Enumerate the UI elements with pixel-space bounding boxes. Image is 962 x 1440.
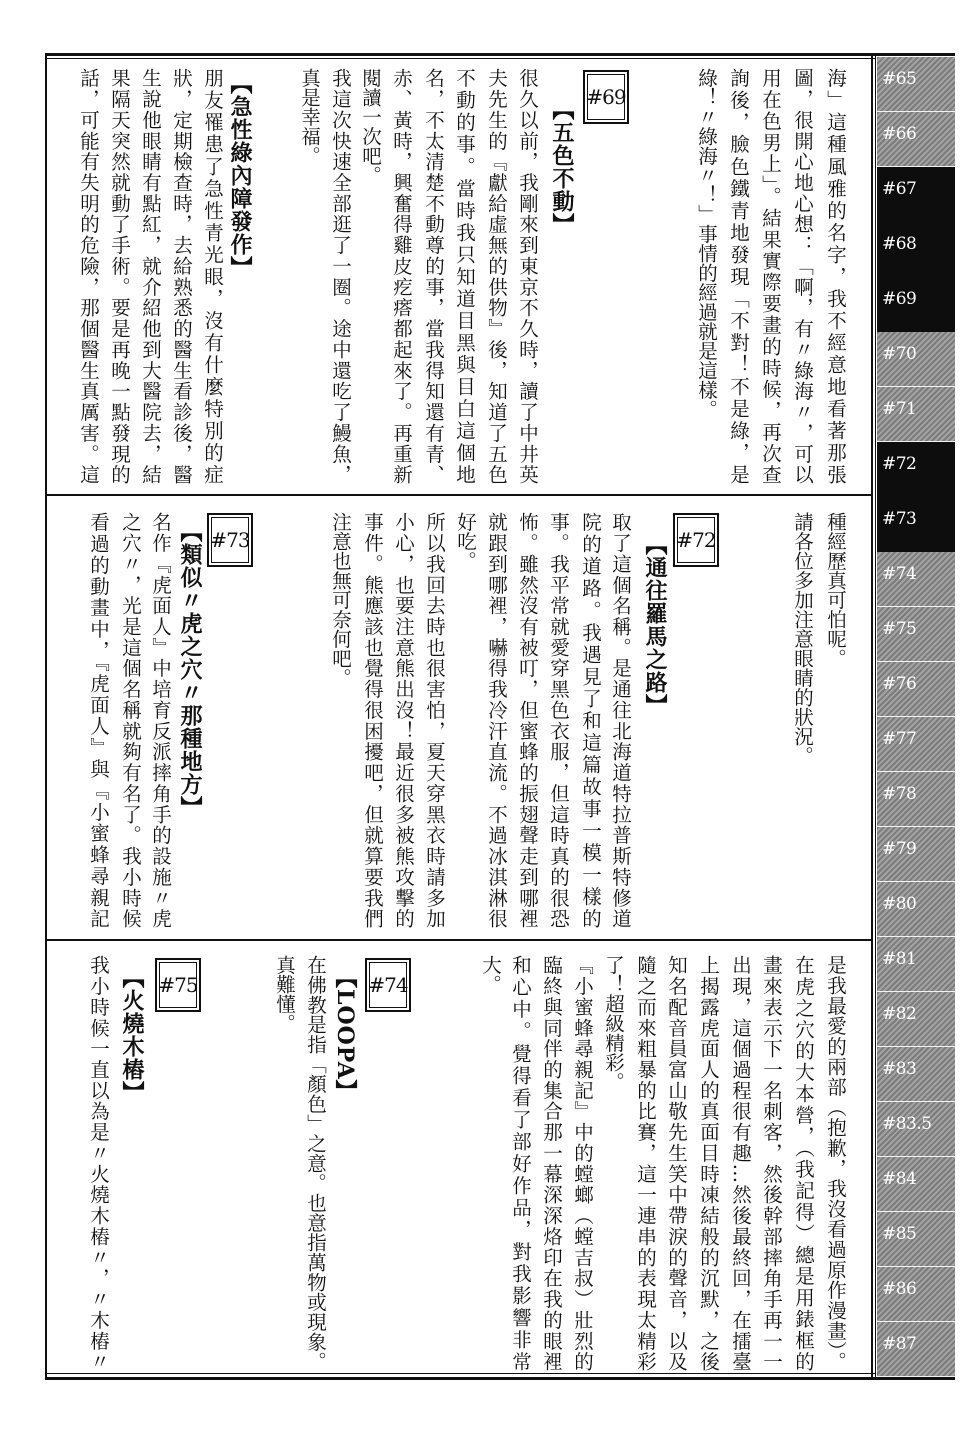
index-tab [877, 497, 955, 552]
index-tab-label: #81 [882, 949, 917, 969]
index-tab-label: #80 [882, 894, 917, 914]
index-tab [877, 222, 955, 277]
index-tab [877, 552, 955, 607]
text-column: 知名配音員富山敬先生笑中帶淚的聲音，以及 [665, 955, 688, 1371]
index-tab [877, 1212, 955, 1267]
index-tab [877, 167, 955, 222]
frame-left-rule [45, 55, 47, 1379]
index-tab-label: #75 [882, 619, 917, 639]
text-column: 生說他眼睛有點紅，就介紹他到大醫院去，結 [139, 68, 162, 484]
index-tab-label: #73 [882, 509, 917, 529]
frame-bottom-rule [45, 1377, 955, 1380]
section-number-box: #75 [155, 958, 201, 1012]
text-column: 海」這種風雅的名字，我不經意地看著那張 [824, 68, 847, 484]
frame-bottom-thin-rule [45, 1373, 875, 1374]
index-tab-label: #83.5 [882, 1114, 932, 1134]
index-tab [877, 717, 955, 772]
text-column: 就跟到哪裡，嚇得我冷汗直流。不過冰淇淋很 [485, 512, 508, 928]
section-number-box: #69 [583, 70, 629, 124]
section-number-box: #74 [365, 958, 411, 1012]
index-tab-label: #77 [882, 729, 917, 749]
text-column: 和心中。覺得看了部好作品，對我影響非常 [509, 955, 532, 1371]
index-tab [877, 882, 955, 937]
section-number-box: #72 [673, 513, 719, 567]
text-column: 請各位多加注意眼睛的狀況。 [791, 512, 814, 766]
index-tab [877, 1267, 955, 1322]
index-tab-label: #71 [882, 399, 917, 419]
text-column: 在佛教是指「顏色」之意。也意指萬物或現象。 [304, 955, 327, 1371]
text-column: 之穴〃，光是這個名稱就夠有名了。我小時候 [119, 512, 142, 928]
index-tab [877, 992, 955, 1047]
text-column: 赤、黃時，興奮得雞皮疙瘩都起來了。再重新 [390, 68, 413, 484]
section-title: 【LOOPA】 [332, 966, 358, 1103]
text-column: 名，不太清楚不動尊的事，當我得知還有青、 [422, 68, 445, 484]
text-column: 院的道路。我遇見了和這篇故事一模一樣的 [579, 512, 602, 928]
section-title: 【通往羅馬之路】 [642, 533, 668, 717]
text-column: 詢後，臉色鐵青地發現「不對！不是綠，是 [727, 68, 750, 484]
index-tab [877, 662, 955, 717]
text-column: 小心，也要注意熊出沒！最近很多被熊攻擊的 [392, 512, 415, 928]
index-tab [877, 112, 955, 167]
section-title: 【五色不動】 [549, 98, 575, 236]
index-tab-label: #69 [882, 289, 917, 309]
text-column: 我小時候一直以為是〃火燒木樁〃，〃木樁〃 [87, 955, 110, 1371]
index-tab-label: #87 [882, 1334, 917, 1354]
text-column: 出現，這個過程很有趣…然後最終回，在擂臺 [729, 955, 752, 1371]
text-column: 不動的事。當時我只知道目黑與目白這個地 [453, 68, 476, 484]
index-tab [877, 772, 955, 827]
section-number-box: #73 [207, 513, 253, 567]
index-tab [877, 937, 955, 992]
text-column: 名作『虎面人』中培育反派摔角手的設施〃虎 [149, 512, 172, 928]
text-column: 果隔天突然就動了手術。要是再晚一點發現的 [108, 68, 131, 484]
text-column: 很久以前，我剛來到東京不久時，讀了中井英 [516, 68, 539, 484]
index-tab-label: #83 [882, 1059, 917, 1079]
index-tab [877, 1322, 955, 1377]
section-title: 【類似〃虎之穴〃那種地方】 [177, 520, 203, 819]
text-column: 所以我回去時也很害怕，夏天穿黑衣時請多加 [423, 512, 446, 928]
band-divider [47, 494, 871, 496]
text-column: 事。我平常就愛穿黑色衣服，但這時真的很恐 [547, 512, 570, 928]
text-column: 夫先生的『獻給虛無的供物』後，知道了五色 [485, 68, 508, 484]
frame-right-rule [871, 55, 873, 1379]
text-column: 在虎之穴的大本營，（我記得）總是用錶框的 [792, 955, 815, 1371]
text-column: 臨終與同伴的集合那一幕深深烙印在我的眼裡 [540, 955, 563, 1371]
text-column: 種經歷真可怕呢。 [824, 512, 847, 668]
text-column: 狀，定期檢查時，去給熟悉的醫生看診後，醫 [170, 68, 193, 484]
text-column: 閱讀一次吧。 [359, 68, 382, 185]
text-column: 真難懂。 [273, 955, 296, 1033]
index-tab-label: #74 [882, 564, 917, 584]
index-tab-label: #79 [882, 839, 917, 859]
index-tab-label: #67 [882, 179, 917, 199]
index-tab [877, 1102, 955, 1157]
index-tab [877, 332, 955, 387]
band-divider [47, 939, 871, 941]
text-column: 取了這個名稱。是通往北海道特拉普斯特修道 [609, 512, 632, 928]
text-column: 朋友罹患了急性青光眼，沒有什麼特別的症 [201, 68, 224, 484]
frame-top-thin-rule [45, 58, 875, 59]
text-column: 圖，很開心地心想：「啊，有〃綠海〃，可以 [791, 68, 814, 484]
index-tab-label: #86 [882, 1279, 917, 1299]
index-tab-label: #65 [882, 69, 917, 89]
index-tab-label: #85 [882, 1224, 917, 1244]
index-tab-label: #72 [882, 454, 917, 474]
index-tab-label: #70 [882, 344, 917, 364]
index-tab-label: #82 [882, 1004, 917, 1024]
text-column: 注意也無可奈何吧。 [329, 512, 352, 688]
text-column: 了！超級精彩。 [602, 955, 625, 1092]
text-column: 是我最愛的兩部（抱歉，我沒看過原作漫畫）。 [824, 955, 847, 1371]
index-tab-label: #68 [882, 234, 917, 254]
index-tab [877, 827, 955, 882]
text-column: 怖。雖然沒有被叮，但蜜蜂的振翅聲走到哪裡 [516, 512, 539, 928]
text-column: 用在色男上」。結果實際要畫的時候，再次查 [759, 68, 782, 484]
text-column: 上揭露虎面人的真面目時凍結般的沉默，之後 [697, 955, 720, 1371]
index-tab [877, 387, 955, 442]
text-column: 好吃。 [454, 512, 477, 571]
index-tab-label: #78 [882, 784, 917, 804]
index-tab-label: #84 [882, 1169, 917, 1189]
text-column: 畫來表示下一名刺客，然後幹部摔角手再一一 [760, 955, 783, 1371]
index-tab [877, 1157, 955, 1212]
text-column: 我這次快速全部逛了一圈。途中還吃了鰻魚， [329, 68, 352, 484]
frame-top-rule [45, 53, 955, 56]
text-column: 真是幸福。 [298, 68, 321, 166]
text-column: 話，可能有失明的危險，那個醫生真厲害。這 [77, 68, 100, 484]
index-tab [877, 442, 955, 497]
text-column: 看過的動畫中，『虎面人』與『小蜜蜂尋親記 [87, 512, 110, 928]
text-column: 隨之而來粗暴的比賽，這一連串的表現太精彩 [634, 955, 657, 1371]
text-column: 『小蜜蜂尋親記』中的螳螂（螳吉叔）壯烈的 [571, 955, 594, 1371]
frame-right-thin-rule [875, 55, 876, 1379]
index-tab [877, 277, 955, 332]
index-tab [877, 1047, 955, 1102]
section-title: 【火燒木樁】 [119, 966, 145, 1104]
index-tab [877, 57, 955, 112]
index-tab-label: #66 [882, 124, 917, 144]
text-column: 大。 [479, 955, 502, 994]
section-title: 【急性綠內障發作】 [227, 72, 253, 279]
index-tab [877, 607, 955, 662]
index-tab-label: #76 [882, 674, 917, 694]
text-column: 綠！〃綠海〃！」事情的經過就是這樣。 [695, 68, 718, 419]
text-column: 事件。熊應該也覺得很困擾吧，但就算要我們 [361, 512, 384, 928]
